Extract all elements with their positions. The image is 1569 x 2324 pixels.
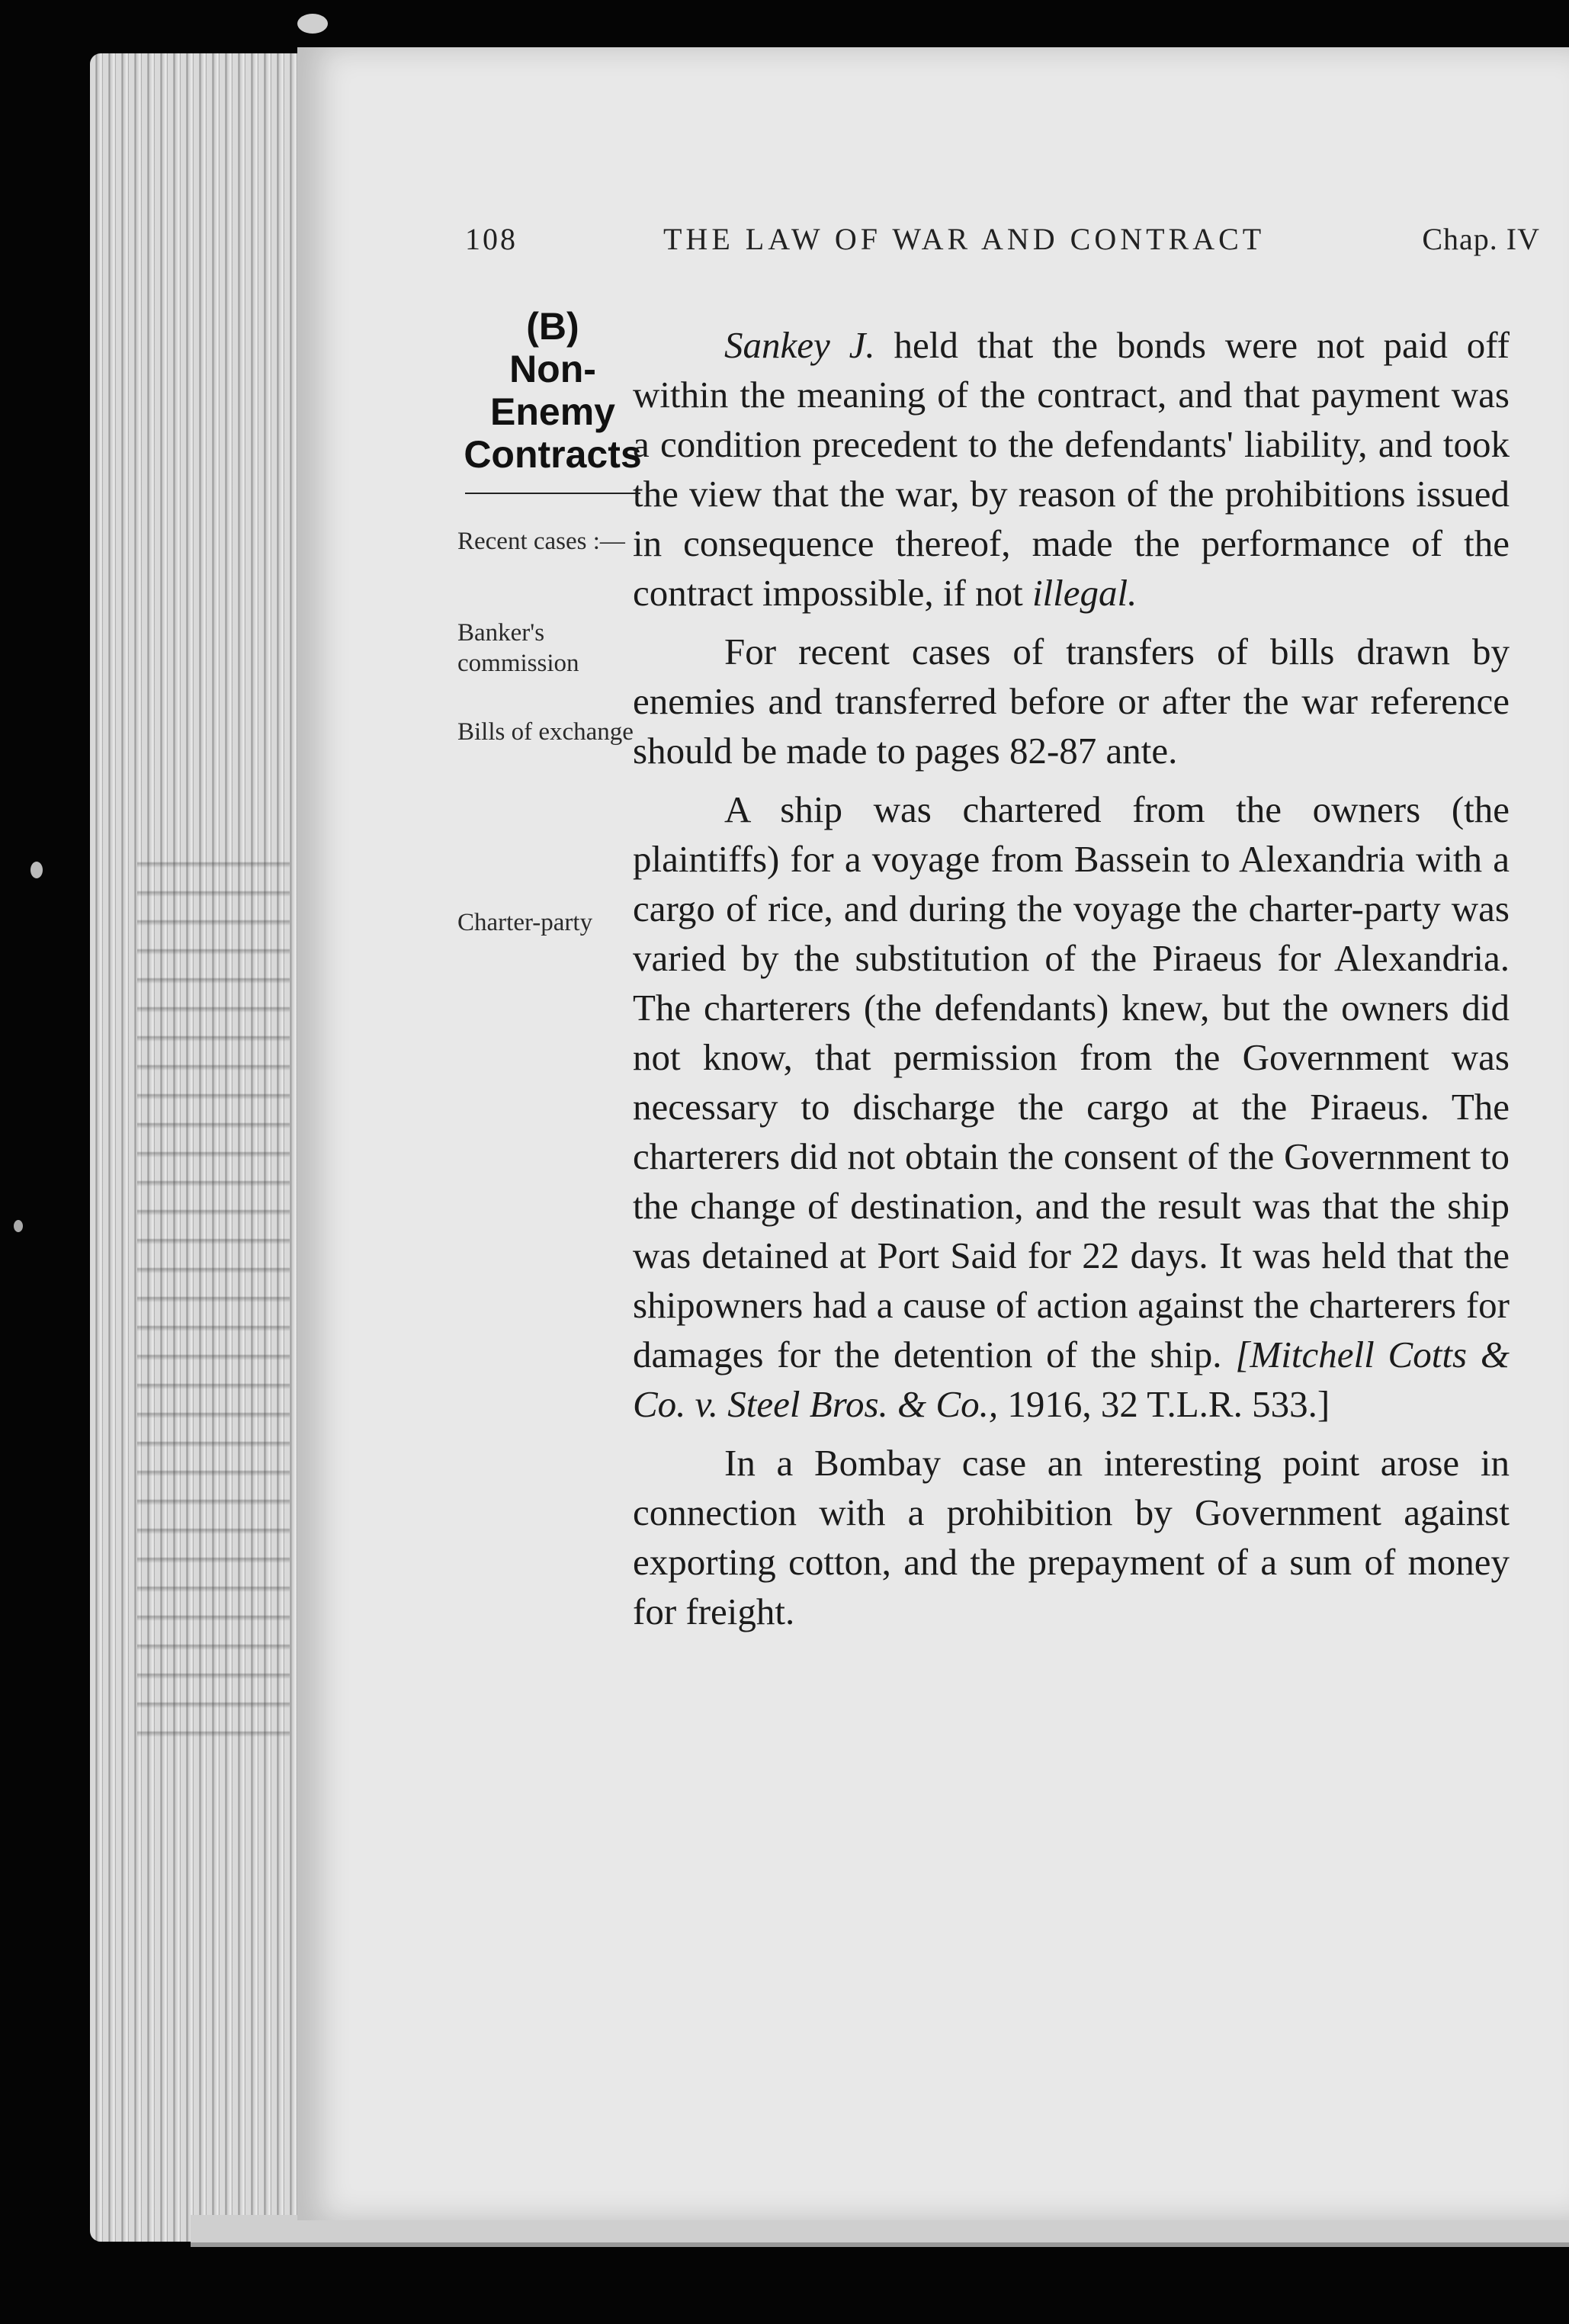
chapter-label: Chap. IV <box>1422 222 1540 256</box>
page-number: 108 <box>465 222 518 256</box>
case-citation: [Mitchell Cotts & Co. v. Steel Bros. & Co., <box>633 1334 1510 1425</box>
dust-speck <box>297 14 328 34</box>
margin-note-bankers-commission: Banker's commission <box>457 619 579 677</box>
margin-sidebar <box>457 305 648 506</box>
section-divider <box>465 493 640 494</box>
margin-note-recent-cases: Recent cases :— <box>457 528 625 555</box>
paragraph <box>633 320 1510 618</box>
paragraph: For recent cases of transfers of bills drawn by enemies and transferred before or after the war reference should be made to pages 82-87 ante. <box>633 631 1510 772</box>
section-heading-line: Enemy <box>490 390 615 433</box>
paragraph: In a Bombay case an interesting point arose in connection with a prohibition by Government against exporting cotton, and the prepayment of a sum of money for freight. <box>633 1442 1510 1632</box>
italic-word: illegal. <box>1032 572 1137 614</box>
citation-reference: 1916, 32 T.L.R. 533.] <box>998 1383 1330 1425</box>
section-heading-line: Non- <box>509 348 596 390</box>
paragraph-text: A ship was chartered from the owners (the plaintiffs) for a voyage from Bassein to Alexandria with a cargo of rice, and during the voyage the charter-party was varied by the substitution of the Piraeus for Alexandria. The charterers (the defendants) knew, but the owners did not know, that permission from the Government was necessary to discharge the cargo at the Piraeus. The charterers did not obtain the consent of the Government to the change of destination, and the result was that the ship was detained at Port Said for 22 days. It was held that the shipowners had a cause of action against the charterers for damages for the detention of the ship. <box>633 788 1510 1375</box>
judge-name: Sankey J. <box>724 324 875 366</box>
section-heading-line: Contracts <box>464 433 642 476</box>
section-heading <box>457 305 648 476</box>
running-title: THE LAW OF WAR AND CONTRACT <box>663 222 1266 256</box>
body-text <box>633 320 1510 1636</box>
dust-speck <box>14 1220 23 1232</box>
paragraph <box>633 785 1510 1429</box>
margin-note-bills-of-exchange: Bills of exchange <box>457 718 634 746</box>
page-edges-shadow <box>137 839 290 1754</box>
section-label: (B) <box>526 305 579 348</box>
dust-speck <box>30 862 43 878</box>
paragraph-text: held that the bonds were not paid off within the meaning of the contract, and that payment was a condition precedent to the defendants' liability, and took the view that the war, by reason of the prohibitions issued in consequence thereof, made the performance of the contract impossible, if not <box>633 324 1510 614</box>
running-head <box>457 221 1540 274</box>
margin-note-charter-party: Charter-party <box>457 909 593 936</box>
